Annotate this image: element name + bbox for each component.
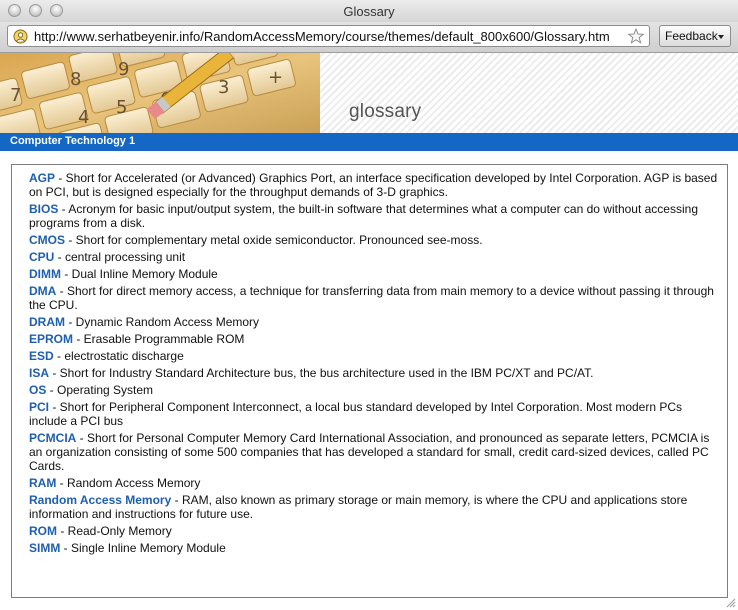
glossary-term[interactable]: DIMM	[29, 267, 61, 281]
site-icon	[13, 29, 28, 44]
glossary-definition: - electrostatic discharge	[53, 349, 184, 363]
glossary-definition: - Acronym for basic input/output system, the built-in software that determines what a computer can do without accessing programs from a disk.	[29, 202, 698, 230]
glossary-term[interactable]: RAM	[29, 476, 57, 490]
glossary-definition: - Short for Industry Standard Architecture bus, the bus architecture used in the IBM PC/XT and PC/AT.	[49, 366, 594, 380]
glossary-term[interactable]: Random Access Memory	[29, 493, 172, 507]
glossary-list	[29, 171, 721, 558]
glossary-term[interactable]: CPU	[29, 250, 55, 264]
glossary-entry	[29, 366, 721, 380]
glossary-entry	[29, 267, 721, 281]
glossary-term[interactable]: PCMCIA	[29, 431, 77, 445]
url-text[interactable]: http://www.serhatbeyenir.info/RandomAccessMemory/course/themes/default_800x600/Glossary.htm	[34, 29, 610, 44]
glossary-entry	[29, 315, 721, 329]
glossary-entry	[29, 431, 721, 473]
glossary-entry	[29, 250, 721, 264]
glossary-definition: - Short for Peripheral Component Interconnect, a local bus standard developed by Intel Corporation. Most modern PCs include a PCI bus	[29, 400, 683, 428]
glossary-term[interactable]: CMOS	[29, 233, 65, 247]
banner-photo	[0, 53, 320, 133]
dropdown-caret-icon	[718, 35, 724, 39]
banner-title: glossary	[349, 101, 422, 122]
glossary-term[interactable]: ROM	[29, 524, 57, 538]
glossary-entry	[29, 171, 721, 199]
section-header	[0, 133, 738, 151]
glossary-entry	[29, 349, 721, 363]
glossary-definition: - Random Access Memory	[56, 476, 201, 490]
resize-grip-icon[interactable]	[726, 598, 736, 608]
address-bar[interactable]	[7, 25, 650, 47]
glossary-definition: - central processing unit	[54, 250, 186, 264]
glossary-entry	[29, 476, 721, 490]
glossary-entry	[29, 383, 721, 397]
glossary-term[interactable]: PCI	[29, 400, 50, 414]
glossary-definition: - Short for complementary metal oxide semiconductor. Pronounced see-moss.	[65, 233, 483, 247]
section-title: Computer Technology 1	[10, 135, 136, 147]
glossary-panel	[11, 164, 728, 598]
glossary-term[interactable]: AGP	[29, 171, 56, 185]
glossary-entry	[29, 202, 721, 230]
glossary-definition: - Short for Accelerated (or Advanced) Graphics Port, an interface specification developed by Intel Corporation. AGP is based on PCI, but is designed especially for the throughput demands of 3-D graphics.	[29, 171, 718, 199]
feedback-button[interactable]	[659, 25, 731, 47]
feedback-label: Feedback	[665, 29, 718, 43]
glossary-term[interactable]: ISA	[29, 366, 50, 380]
glossary-term[interactable]: EPROM	[29, 332, 74, 346]
svg-text:+: +	[268, 67, 284, 88]
glossary-definition: - Read-Only Memory	[57, 524, 172, 538]
title-bar	[0, 0, 738, 23]
glossary-entry	[29, 284, 721, 312]
glossary-term[interactable]: BIOS	[29, 202, 59, 216]
toolbar	[0, 22, 738, 53]
glossary-term[interactable]: DMA	[29, 284, 57, 298]
glossary-entry	[29, 493, 721, 521]
glossary-entry	[29, 332, 721, 346]
banner	[0, 53, 738, 133]
bookmark-star-icon[interactable]	[627, 27, 645, 45]
glossary-definition: - Dynamic Random Access Memory	[65, 315, 260, 329]
glossary-term[interactable]: OS	[29, 383, 47, 397]
svg-text:9: 9	[118, 59, 130, 80]
svg-text:7: 7	[10, 85, 22, 106]
glossary-definition: - Short for direct memory access, a technique for transferring data from main memory to a device without passing it through the CPU.	[29, 284, 714, 312]
glossary-entry	[29, 541, 721, 555]
glossary-definition: - Single Inline Memory Module	[60, 541, 226, 555]
svg-text:3: 3	[218, 77, 230, 98]
glossary-definition: - Operating System	[46, 383, 154, 397]
glossary-entry	[29, 233, 721, 247]
glossary-definition: - RAM, also known as primary storage or main memory, is where the CPU and applications store information and instructions for future use.	[29, 493, 688, 521]
glossary-entry	[29, 400, 721, 428]
glossary-term[interactable]: ESD	[29, 349, 54, 363]
glossary-entry	[29, 524, 721, 538]
glossary-definition: - Short for Personal Computer Memory Card International Association, and pronounced as separate letters, PCMCIA is an organization consisting of some 500 companies that has developed a standard for small, credit card-sized devices, called PC Cards.	[29, 431, 710, 473]
svg-text:4: 4	[78, 107, 90, 128]
svg-text:8: 8	[70, 69, 82, 90]
glossary-term[interactable]: DRAM	[29, 315, 65, 329]
glossary-definition: - Erasable Programmable ROM	[73, 332, 245, 346]
window-title: Glossary	[343, 4, 395, 19]
glossary-term[interactable]: SIMM	[29, 541, 61, 555]
svg-text:5: 5	[116, 97, 128, 118]
glossary-definition: - Dual Inline Memory Module	[61, 267, 218, 281]
